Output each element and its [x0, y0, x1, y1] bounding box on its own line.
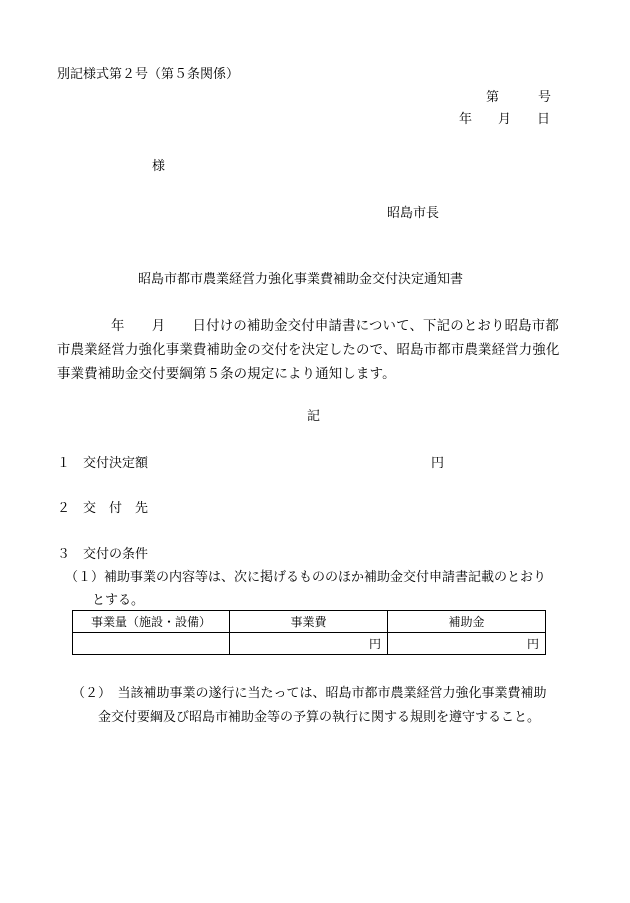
body-line-3: 事業費補助金交付要綱第５条の規定により通知します。 — [57, 367, 396, 382]
item-recipient-label: ２ 交 付 先 — [57, 501, 149, 516]
header-project-cost: 事業費 — [230, 611, 388, 633]
table-row — [73, 633, 546, 655]
document-title: 昭島市都市農業経営力強化事業費補助金交付決定通知書 — [138, 272, 464, 287]
ki-heading: 記 — [307, 409, 321, 424]
project-cost-table — [72, 610, 546, 655]
header-subsidy: 補助金 — [388, 611, 546, 633]
document-number: 第 号 — [486, 90, 552, 105]
form-label: 別記様式第２号（第５条関係） — [57, 67, 240, 82]
body-line-2: 市農業経営力強化事業費補助金の交付を決定したので、昭島市都市農業経営力強化 — [57, 343, 560, 358]
condition-2-line-2: 金交付要綱及び昭島市補助金等の予算の執行に関する規則を遵守すること。 — [98, 710, 541, 725]
cell-project-cost: 円 — [230, 633, 388, 655]
document-date: 年 月 日 — [459, 112, 551, 127]
condition-1-line-2: とする。 — [92, 593, 145, 608]
condition-1-line-1: （１）補助事業の内容等は、次に掲げるもののほか補助金交付申請書記載のとおり — [65, 570, 547, 585]
item-grant-amount-label: １ 交付決定額 — [57, 456, 149, 471]
header-project-volume: 事業量（施設・設備） — [73, 611, 230, 633]
condition-2-line-1: （２） 当該補助事業の遂行に当たっては、昭島市都市農業経営力強化事業費補助 — [72, 686, 547, 701]
table-header-row — [73, 611, 546, 633]
addressee-suffix: 様 — [152, 159, 166, 174]
cell-subsidy: 円 — [388, 633, 546, 655]
item-grant-amount-unit: 円 — [431, 456, 445, 471]
body-line-1: 年 月 日付けの補助金交付申請書について、下記のとおり昭島市都 — [111, 319, 559, 334]
sender-name: 昭島市長 — [387, 206, 440, 221]
cell-project-volume — [73, 633, 230, 655]
item-conditions-label: ３ 交付の条件 — [57, 547, 149, 562]
